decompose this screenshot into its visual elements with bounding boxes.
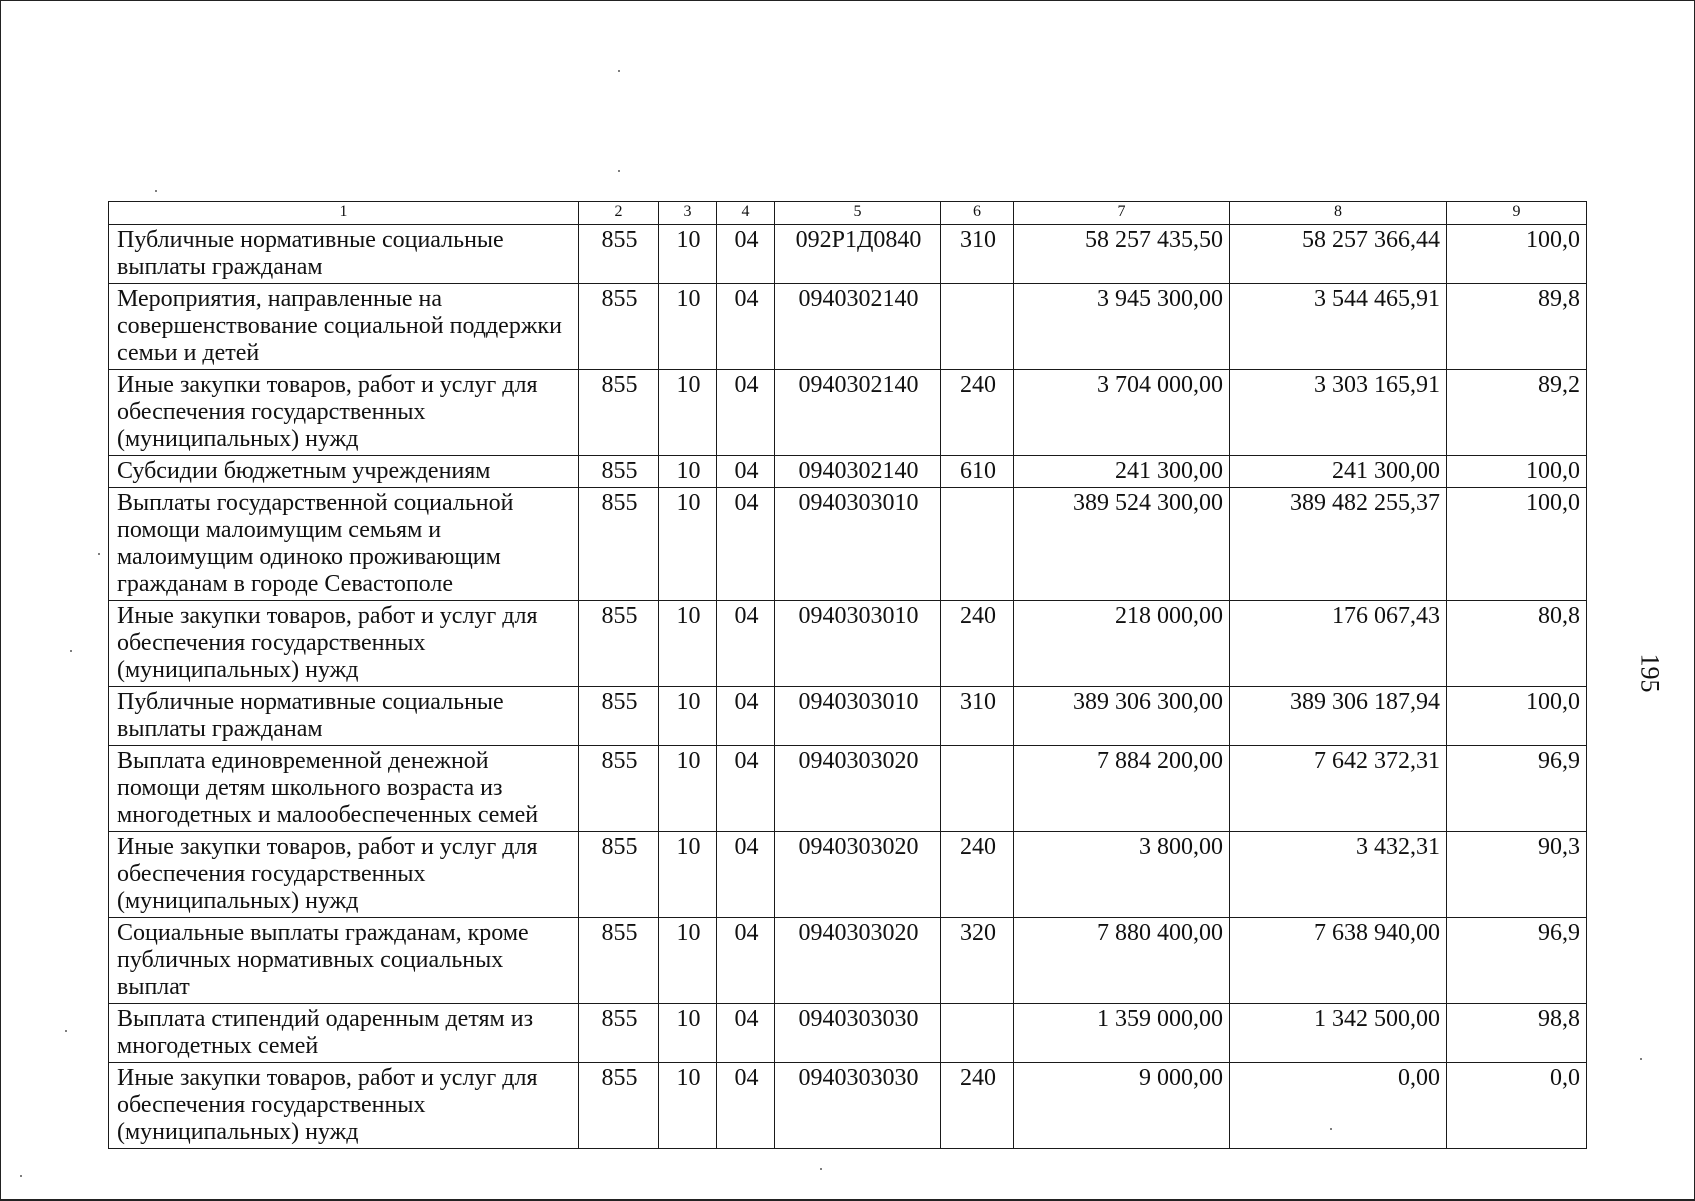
row-code-3: 10	[659, 456, 717, 488]
row-code-6: 240	[941, 1063, 1014, 1149]
row-value-9: 80,8	[1447, 601, 1587, 687]
table-row	[109, 832, 1587, 918]
row-code-3: 10	[659, 225, 717, 284]
row-code-3: 10	[659, 1004, 717, 1063]
row-code-5: 0940303010	[775, 601, 941, 687]
row-code-5: 0940302140	[775, 284, 941, 370]
row-value-9: 98,8	[1447, 1004, 1587, 1063]
row-code-5: 0940303020	[775, 918, 941, 1004]
row-name: Иные закупки товаров, работ и услуг для обеспечения государственных (муниципальных) нужд	[109, 370, 579, 456]
scan-speck	[70, 650, 72, 652]
row-code-2: 855	[579, 746, 659, 832]
row-code-2: 855	[579, 1004, 659, 1063]
table-row	[109, 601, 1587, 687]
row-code-6: 240	[941, 601, 1014, 687]
row-value-8: 176 067,43	[1230, 601, 1447, 687]
row-value-7: 218 000,00	[1014, 601, 1230, 687]
row-code-5: 092Р1Д0840	[775, 225, 941, 284]
row-value-7: 58 257 435,50	[1014, 225, 1230, 284]
row-value-9: 96,9	[1447, 918, 1587, 1004]
row-code-6: 310	[941, 687, 1014, 746]
row-name: Иные закупки товаров, работ и услуг для обеспечения государственных (муниципальных) нужд	[109, 832, 579, 918]
row-code-6	[941, 488, 1014, 601]
row-value-8: 389 306 187,94	[1230, 687, 1447, 746]
row-value-8: 3 432,31	[1230, 832, 1447, 918]
scan-speck	[20, 1175, 22, 1177]
row-value-7: 1 359 000,00	[1014, 1004, 1230, 1063]
row-name: Социальные выплаты гражданам, кроме публичных нормативных социальных выплат	[109, 918, 579, 1004]
row-code-4: 04	[717, 918, 775, 1004]
scan-speck	[1640, 1058, 1642, 1060]
row-name: Публичные нормативные социальные выплаты гражданам	[109, 687, 579, 746]
row-code-3: 10	[659, 746, 717, 832]
row-code-4: 04	[717, 370, 775, 456]
row-code-3: 10	[659, 687, 717, 746]
column-header-6: 6	[941, 202, 1014, 225]
row-value-8: 7 638 940,00	[1230, 918, 1447, 1004]
row-value-8: 241 300,00	[1230, 456, 1447, 488]
row-value-8: 7 642 372,31	[1230, 746, 1447, 832]
row-value-7: 241 300,00	[1014, 456, 1230, 488]
row-code-2: 855	[579, 687, 659, 746]
row-value-7: 9 000,00	[1014, 1063, 1230, 1149]
row-value-8: 58 257 366,44	[1230, 225, 1447, 284]
row-code-4: 04	[717, 601, 775, 687]
row-name: Выплата единовременной денежной помощи детям школьного возраста из многодетных и малообеспеченных семей	[109, 746, 579, 832]
row-value-8: 3 303 165,91	[1230, 370, 1447, 456]
row-code-6: 240	[941, 370, 1014, 456]
row-code-6	[941, 284, 1014, 370]
column-number-header-row	[109, 202, 1587, 225]
budget-execution-table	[108, 201, 1587, 1149]
row-code-2: 855	[579, 488, 659, 601]
row-code-2: 855	[579, 456, 659, 488]
row-code-5: 0940302140	[775, 370, 941, 456]
scan-speck	[618, 70, 620, 72]
column-header-3: 3	[659, 202, 717, 225]
row-value-9: 100,0	[1447, 225, 1587, 284]
row-value-9: 89,2	[1447, 370, 1587, 456]
scan-speck	[98, 553, 100, 555]
table-row	[109, 687, 1587, 746]
row-code-3: 10	[659, 918, 717, 1004]
row-code-4: 04	[717, 687, 775, 746]
scan-speck	[618, 170, 620, 172]
row-value-7: 389 524 300,00	[1014, 488, 1230, 601]
row-code-4: 04	[717, 1063, 775, 1149]
row-value-7: 389 306 300,00	[1014, 687, 1230, 746]
scan-speck	[1330, 1128, 1332, 1130]
table-row	[109, 225, 1587, 284]
row-code-2: 855	[579, 284, 659, 370]
scan-speck	[65, 1030, 67, 1032]
column-header-8: 8	[1230, 202, 1447, 225]
row-name: Субсидии бюджетным учреждениям	[109, 456, 579, 488]
row-value-8: 3 544 465,91	[1230, 284, 1447, 370]
row-code-6	[941, 1004, 1014, 1063]
column-header-1: 1	[109, 202, 579, 225]
column-header-5: 5	[775, 202, 941, 225]
scan-speck	[155, 190, 157, 192]
row-value-8: 389 482 255,37	[1230, 488, 1447, 601]
row-code-3: 10	[659, 488, 717, 601]
row-code-5: 0940303010	[775, 687, 941, 746]
row-value-7: 7 884 200,00	[1014, 746, 1230, 832]
row-code-6: 240	[941, 832, 1014, 918]
row-name: Мероприятия, направленные на совершенствование социальной поддержки семьи и детей	[109, 284, 579, 370]
row-code-4: 04	[717, 832, 775, 918]
row-code-5: 0940303010	[775, 488, 941, 601]
row-name: Иные закупки товаров, работ и услуг для обеспечения государственных (муниципальных) нужд	[109, 601, 579, 687]
row-code-5: 0940303020	[775, 746, 941, 832]
row-value-9: 100,0	[1447, 456, 1587, 488]
row-code-2: 855	[579, 601, 659, 687]
row-name: Иные закупки товаров, работ и услуг для обеспечения государственных (муниципальных) нужд	[109, 1063, 579, 1149]
row-value-8: 0,00	[1230, 1063, 1447, 1149]
row-code-4: 04	[717, 746, 775, 832]
row-code-6: 310	[941, 225, 1014, 284]
table-row	[109, 1004, 1587, 1063]
table-row	[109, 284, 1587, 370]
row-code-2: 855	[579, 918, 659, 1004]
row-code-4: 04	[717, 1004, 775, 1063]
row-name: Выплата стипендий одаренным детям из многодетных семей	[109, 1004, 579, 1063]
table-row	[109, 918, 1587, 1004]
row-code-2: 855	[579, 832, 659, 918]
row-value-8: 1 342 500,00	[1230, 1004, 1447, 1063]
column-header-7: 7	[1014, 202, 1230, 225]
column-header-2: 2	[579, 202, 659, 225]
column-header-9: 9	[1447, 202, 1587, 225]
row-code-2: 855	[579, 1063, 659, 1149]
table-row	[109, 488, 1587, 601]
page-number: 195	[1635, 653, 1665, 693]
row-code-4: 04	[717, 284, 775, 370]
row-code-6	[941, 746, 1014, 832]
column-header-4: 4	[717, 202, 775, 225]
row-code-2: 855	[579, 370, 659, 456]
row-code-3: 10	[659, 832, 717, 918]
table-row	[109, 746, 1587, 832]
row-value-9: 89,8	[1447, 284, 1587, 370]
table-body	[109, 225, 1587, 1149]
row-code-2: 855	[579, 225, 659, 284]
row-code-4: 04	[717, 488, 775, 601]
row-code-5: 0940303020	[775, 832, 941, 918]
row-code-6: 610	[941, 456, 1014, 488]
row-code-3: 10	[659, 1063, 717, 1149]
table-row	[109, 1063, 1587, 1149]
row-value-9: 100,0	[1447, 488, 1587, 601]
row-code-6: 320	[941, 918, 1014, 1004]
row-value-7: 3 945 300,00	[1014, 284, 1230, 370]
row-code-5: 0940302140	[775, 456, 941, 488]
row-value-7: 3 800,00	[1014, 832, 1230, 918]
row-name: Выплаты государственной социальной помощи малоимущим семьям и малоимущим одиноко проживающим гражданам в городе Севастополе	[109, 488, 579, 601]
table-row	[109, 456, 1587, 488]
row-value-9: 90,3	[1447, 832, 1587, 918]
scan-speck	[820, 1168, 822, 1170]
table-row	[109, 370, 1587, 456]
row-code-4: 04	[717, 456, 775, 488]
row-value-7: 7 880 400,00	[1014, 918, 1230, 1004]
row-value-9: 100,0	[1447, 687, 1587, 746]
row-name: Публичные нормативные социальные выплаты гражданам	[109, 225, 579, 284]
row-code-4: 04	[717, 225, 775, 284]
row-value-9: 96,9	[1447, 746, 1587, 832]
row-code-3: 10	[659, 284, 717, 370]
row-code-5: 0940303030	[775, 1004, 941, 1063]
row-code-5: 0940303030	[775, 1063, 941, 1149]
row-code-3: 10	[659, 601, 717, 687]
row-code-3: 10	[659, 370, 717, 456]
row-value-7: 3 704 000,00	[1014, 370, 1230, 456]
row-value-9: 0,0	[1447, 1063, 1587, 1149]
